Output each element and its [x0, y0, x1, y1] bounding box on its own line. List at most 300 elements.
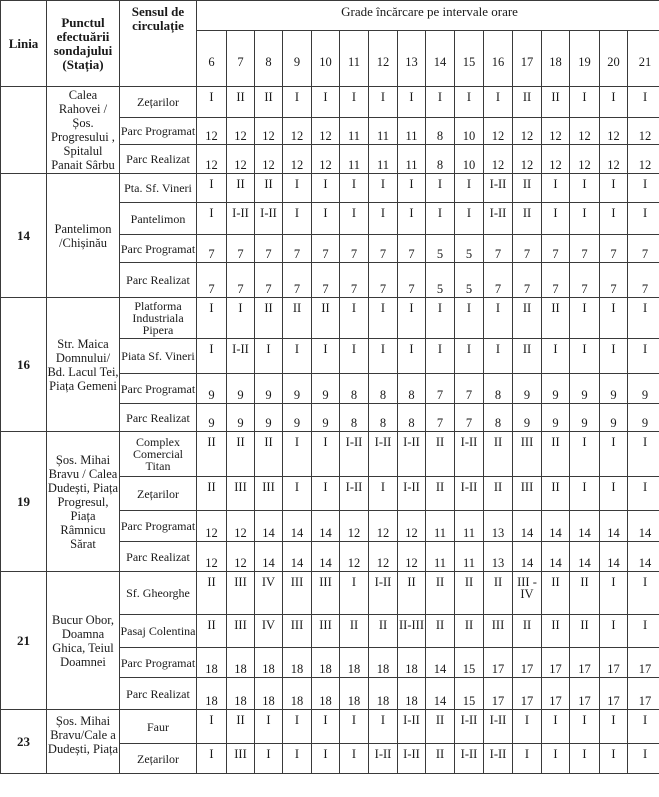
load-value-cell: 18 — [398, 648, 426, 678]
load-value-cell: 18 — [369, 678, 398, 710]
hour-header: 15 — [455, 31, 484, 87]
load-value-cell: I-II — [455, 432, 484, 477]
load-value-cell: I — [628, 87, 659, 118]
load-value-cell: 8 — [398, 374, 426, 404]
load-value-cell: 17 — [600, 678, 628, 710]
load-value-cell: III — [255, 477, 283, 511]
load-value-cell: I — [340, 203, 369, 235]
direction-cell: Piata Sf. Vineri — [120, 339, 197, 374]
load-value-cell: 7 — [455, 404, 484, 432]
load-value-cell: IV — [255, 572, 283, 615]
load-value-cell: 9 — [227, 404, 255, 432]
load-value-cell: 7 — [255, 263, 283, 298]
header-direction: Sensul de circulație — [120, 1, 197, 87]
load-value-cell: 18 — [197, 648, 227, 678]
load-value-cell: I — [628, 744, 659, 774]
load-value-cell: I — [197, 744, 227, 774]
direction-cell: Parc Programat — [120, 118, 197, 145]
load-value-cell: 7 — [283, 263, 312, 298]
load-value-cell: 12 — [312, 145, 340, 174]
load-value-cell: II — [369, 615, 398, 648]
load-value-cell: I — [455, 339, 484, 374]
load-value-cell: II — [513, 87, 542, 118]
load-value-cell: I — [255, 710, 283, 744]
line-number — [1, 87, 47, 174]
station-name: Calea Rahovei / Șos. Progresului , Spitalul Panait Sârbu — [47, 87, 120, 174]
load-value-cell: I — [600, 174, 628, 203]
load-value-cell: II — [542, 477, 570, 511]
load-value-cell: 7 — [197, 263, 227, 298]
load-value-cell: 9 — [197, 374, 227, 404]
load-value-cell: I — [369, 477, 398, 511]
load-value-cell: I — [600, 744, 628, 774]
load-value-cell: 14 — [513, 542, 542, 572]
load-value-cell: I — [283, 87, 312, 118]
load-value-cell: 17 — [513, 648, 542, 678]
direction-cell: Sf. Gheorghe — [120, 572, 197, 615]
load-value-cell: II — [542, 87, 570, 118]
load-value-cell: I — [628, 203, 659, 235]
load-value-cell: I — [600, 203, 628, 235]
load-value-cell: 11 — [398, 118, 426, 145]
load-value-cell: I — [484, 339, 513, 374]
hour-header: 19 — [570, 31, 600, 87]
load-value-cell: 8 — [426, 145, 455, 174]
load-value-cell: I — [197, 339, 227, 374]
load-value-cell: 12 — [197, 511, 227, 542]
load-value-cell: I-II — [369, 744, 398, 774]
load-value-cell: 7 — [628, 235, 659, 263]
load-value-cell: I-II — [398, 710, 426, 744]
load-value-cell: I — [542, 203, 570, 235]
load-value-cell: 12 — [197, 118, 227, 145]
load-value-cell: I-II — [455, 710, 484, 744]
load-value-cell: 11 — [340, 145, 369, 174]
load-value-cell: 17 — [484, 648, 513, 678]
direction-cell: Faur — [120, 710, 197, 744]
load-value-cell: I — [542, 744, 570, 774]
load-value-cell: 12 — [197, 542, 227, 572]
load-value-cell: II — [513, 339, 542, 374]
load-value-cell: I — [312, 432, 340, 477]
load-value-cell: I — [283, 477, 312, 511]
load-value-cell: I — [570, 339, 600, 374]
load-value-cell: I — [312, 339, 340, 374]
load-value-cell: 17 — [542, 648, 570, 678]
load-value-cell: 9 — [283, 404, 312, 432]
load-value-cell: II — [255, 432, 283, 477]
load-value-cell: I-II — [340, 477, 369, 511]
header-station: Punctul efectuării sondajului (Stația) — [47, 1, 120, 87]
load-value-cell: I-II — [227, 203, 255, 235]
load-value-cell: I — [455, 298, 484, 339]
line-number: 16 — [1, 298, 47, 432]
load-value-cell: 7 — [369, 263, 398, 298]
load-value-cell: 18 — [398, 678, 426, 710]
load-value-cell: 12 — [398, 511, 426, 542]
direction-cell: Platforma Industriala Pipera — [120, 298, 197, 339]
load-value-cell: 7 — [426, 374, 455, 404]
load-value-cell: 18 — [340, 648, 369, 678]
load-value-cell: I — [197, 174, 227, 203]
load-value-cell: 12 — [312, 118, 340, 145]
load-value-cell: II — [398, 572, 426, 615]
hour-header: 6 — [197, 31, 227, 87]
load-value-cell: II — [312, 298, 340, 339]
load-value-cell: 18 — [369, 648, 398, 678]
load-value-cell: 7 — [542, 235, 570, 263]
hour-header: 13 — [398, 31, 426, 87]
load-value-cell: II — [513, 203, 542, 235]
load-value-cell: I — [600, 432, 628, 477]
load-value-cell: 7 — [398, 235, 426, 263]
direction-cell: Parc Programat — [120, 648, 197, 678]
load-value-cell: 9 — [542, 374, 570, 404]
load-value-cell: I — [312, 174, 340, 203]
load-value-cell: 9 — [570, 404, 600, 432]
load-value-cell: 7 — [255, 235, 283, 263]
load-value-cell: 7 — [513, 235, 542, 263]
load-value-cell: 17 — [628, 648, 659, 678]
load-value-cell: 12 — [542, 118, 570, 145]
load-value-cell: I — [340, 339, 369, 374]
direction-cell: Zețarilor — [120, 87, 197, 118]
load-value-cell: I — [628, 339, 659, 374]
load-value-cell: II — [426, 572, 455, 615]
load-value-cell: 9 — [513, 404, 542, 432]
load-value-cell: 12 — [227, 542, 255, 572]
line-number: 19 — [1, 432, 47, 572]
load-value-cell: 7 — [426, 404, 455, 432]
load-value-cell: II — [227, 432, 255, 477]
load-value-cell: I — [455, 174, 484, 203]
load-value-cell: 5 — [455, 235, 484, 263]
load-value-cell: II — [426, 477, 455, 511]
load-value-cell: 7 — [283, 235, 312, 263]
direction-cell: Parc Realizat — [120, 404, 197, 432]
load-value-cell: I — [369, 298, 398, 339]
load-value-cell: I — [283, 710, 312, 744]
load-value-cell: I — [283, 744, 312, 774]
load-value-cell: 5 — [426, 235, 455, 263]
load-value-cell: I — [197, 710, 227, 744]
load-value-cell: II — [484, 432, 513, 477]
load-value-cell: II — [513, 298, 542, 339]
load-value-cell: I — [628, 298, 659, 339]
load-value-cell: 12 — [283, 145, 312, 174]
load-value-cell: 12 — [340, 542, 369, 572]
load-value-cell: 18 — [197, 678, 227, 710]
load-value-cell: 12 — [369, 511, 398, 542]
load-value-cell: III — [227, 572, 255, 615]
load-value-cell: I — [570, 174, 600, 203]
load-value-cell: III — [484, 615, 513, 648]
load-value-cell: II — [197, 477, 227, 511]
load-value-cell: II — [227, 710, 255, 744]
load-value-cell: II — [255, 174, 283, 203]
load-value-cell: I — [600, 572, 628, 615]
load-value-cell: II — [513, 615, 542, 648]
hour-header: 10 — [312, 31, 340, 87]
load-value-cell: I — [513, 710, 542, 744]
load-value-cell: 12 — [255, 118, 283, 145]
load-value-cell: II — [455, 572, 484, 615]
load-value-cell: 18 — [312, 648, 340, 678]
load-value-cell: I — [600, 615, 628, 648]
load-value-cell: I-II — [369, 572, 398, 615]
hour-header: 12 — [369, 31, 398, 87]
load-value-cell: 13 — [484, 542, 513, 572]
load-value-cell: II — [197, 572, 227, 615]
load-value-cell: 7 — [542, 263, 570, 298]
hour-header: 17 — [513, 31, 542, 87]
table-row — [1, 572, 659, 615]
direction-cell: Parc Programat — [120, 511, 197, 542]
direction-cell: Pasaj Colentina — [120, 615, 197, 648]
load-value-cell: 12 — [600, 118, 628, 145]
load-value-cell: 12 — [484, 118, 513, 145]
hour-header: 7 — [227, 31, 255, 87]
load-value-cell: I — [542, 710, 570, 744]
load-value-cell: 10 — [455, 118, 484, 145]
load-value-cell: I — [197, 203, 227, 235]
load-value-cell: 7 — [227, 263, 255, 298]
load-value-cell: I — [513, 744, 542, 774]
load-value-cell: II — [542, 298, 570, 339]
load-value-cell: I-II — [484, 203, 513, 235]
load-value-cell: 9 — [283, 374, 312, 404]
load-value-cell: I-II — [484, 744, 513, 774]
load-value-cell: 14 — [570, 511, 600, 542]
load-value-cell: 7 — [340, 235, 369, 263]
load-value-cell: I-II — [484, 174, 513, 203]
load-value-cell: 7 — [484, 263, 513, 298]
load-value-cell: 12 — [600, 145, 628, 174]
load-value-cell: 13 — [484, 511, 513, 542]
load-value-cell: 7 — [398, 263, 426, 298]
load-value-cell: I-II — [484, 710, 513, 744]
load-value-cell: 17 — [628, 678, 659, 710]
load-value-cell: 12 — [227, 118, 255, 145]
load-value-cell: I-II — [398, 477, 426, 511]
load-value-cell: 14 — [600, 542, 628, 572]
load-value-cell: 18 — [255, 678, 283, 710]
load-value-cell: III — [312, 572, 340, 615]
load-value-cell: 8 — [398, 404, 426, 432]
load-value-cell: 14 — [542, 542, 570, 572]
load-value-cell: 17 — [600, 648, 628, 678]
load-value-cell: 14 — [312, 542, 340, 572]
load-value-cell: I — [283, 339, 312, 374]
load-value-cell: I — [398, 174, 426, 203]
load-value-cell: 7 — [600, 235, 628, 263]
load-value-cell: I — [570, 298, 600, 339]
load-value-cell: 9 — [513, 374, 542, 404]
direction-cell: Parc Realizat — [120, 263, 197, 298]
load-value-cell: 12 — [340, 511, 369, 542]
load-value-cell: II — [455, 615, 484, 648]
load-value-cell: III — [513, 432, 542, 477]
load-value-cell: I — [426, 339, 455, 374]
load-value-cell: 7 — [312, 263, 340, 298]
load-value-cell: 11 — [426, 511, 455, 542]
station-name: Șos. Mihai Bravu/Cale a Dudești, Piața — [47, 710, 120, 774]
load-value-cell: II — [513, 174, 542, 203]
load-value-cell: I — [340, 174, 369, 203]
load-value-cell: 9 — [570, 374, 600, 404]
load-value-cell: 14 — [426, 678, 455, 710]
header-linia: Linia — [1, 1, 47, 87]
load-value-cell: 14 — [513, 511, 542, 542]
load-value-cell: I — [398, 203, 426, 235]
load-value-cell: 7 — [513, 263, 542, 298]
load-value-cell: II-III — [398, 615, 426, 648]
load-value-cell: II — [255, 298, 283, 339]
direction-cell: Zețarilor — [120, 477, 197, 511]
load-value-cell: I — [340, 710, 369, 744]
load-value-cell: 7 — [197, 235, 227, 263]
load-value-cell: I — [369, 710, 398, 744]
load-value-cell: III — [513, 477, 542, 511]
load-value-cell: 12 — [197, 145, 227, 174]
hour-header: 8 — [255, 31, 283, 87]
direction-cell: Parc Realizat — [120, 678, 197, 710]
load-value-cell: 11 — [455, 511, 484, 542]
load-value-cell: I — [255, 744, 283, 774]
load-value-cell: 11 — [369, 145, 398, 174]
load-value-cell: I-II — [398, 432, 426, 477]
load-value-cell: I — [484, 298, 513, 339]
load-value-cell: 9 — [312, 404, 340, 432]
load-value-cell: 8 — [340, 404, 369, 432]
direction-cell: Parc Realizat — [120, 145, 197, 174]
table-row — [1, 710, 659, 744]
load-value-cell: I — [455, 203, 484, 235]
load-value-cell: 7 — [340, 263, 369, 298]
load-value-cell: I — [283, 203, 312, 235]
load-value-cell: 8 — [369, 404, 398, 432]
load-value-cell: I — [283, 174, 312, 203]
hour-header: 11 — [340, 31, 369, 87]
load-value-cell: 12 — [628, 118, 659, 145]
load-value-cell: I — [455, 87, 484, 118]
load-value-cell: II — [340, 615, 369, 648]
load-value-cell: 7 — [369, 235, 398, 263]
load-value-cell: I — [312, 477, 340, 511]
load-value-cell: II — [426, 744, 455, 774]
hour-header: 20 — [600, 31, 628, 87]
load-value-cell: 14 — [600, 511, 628, 542]
load-value-cell: I — [312, 203, 340, 235]
load-value-cell: 12 — [570, 118, 600, 145]
load-value-cell: 8 — [369, 374, 398, 404]
load-value-cell: 14 — [542, 511, 570, 542]
load-value-cell: 9 — [542, 404, 570, 432]
load-value-cell: III — [312, 615, 340, 648]
load-value-cell: I — [398, 339, 426, 374]
load-value-cell: I — [628, 432, 659, 477]
load-value-cell: IV — [255, 615, 283, 648]
load-value-cell: I — [312, 710, 340, 744]
load-value-cell: 8 — [484, 374, 513, 404]
load-value-cell: I — [570, 87, 600, 118]
load-value-cell: 7 — [570, 235, 600, 263]
line-number: 23 — [1, 710, 47, 774]
load-value-cell: I — [542, 174, 570, 203]
load-value-cell: I — [398, 298, 426, 339]
load-value-cell: I — [426, 298, 455, 339]
load-value-cell: 17 — [542, 678, 570, 710]
load-value-cell: 18 — [340, 678, 369, 710]
load-value-cell: 14 — [312, 511, 340, 542]
load-value-cell: I — [628, 615, 659, 648]
load-value-cell: 12 — [283, 118, 312, 145]
load-value-cell: I — [369, 203, 398, 235]
direction-cell: Parc Programat — [120, 235, 197, 263]
load-value-cell: I — [312, 744, 340, 774]
load-value-cell: 12 — [513, 145, 542, 174]
station-name: Str. Maica Domnului/ Bd. Lacul Tei, Piața Gemeni — [47, 298, 120, 432]
load-value-cell: II — [227, 174, 255, 203]
hour-header: 16 — [484, 31, 513, 87]
load-value-cell: 12 — [227, 145, 255, 174]
load-value-cell: 9 — [227, 374, 255, 404]
hour-header: 21 — [628, 31, 659, 87]
load-value-cell: 7 — [628, 263, 659, 298]
load-value-cell: 18 — [312, 678, 340, 710]
station-name: Bucur Obor, Doamna Ghica, Teiul Doamnei — [47, 572, 120, 710]
load-value-cell: 9 — [600, 374, 628, 404]
load-value-cell: 11 — [426, 542, 455, 572]
load-value-cell: I — [227, 298, 255, 339]
load-value-cell: 14 — [283, 542, 312, 572]
load-value-cell: I — [283, 432, 312, 477]
load-value-cell: I — [600, 477, 628, 511]
load-value-cell: 12 — [513, 118, 542, 145]
load-value-cell: 14 — [628, 511, 659, 542]
load-value-cell: I — [340, 572, 369, 615]
load-value-cell: I — [340, 298, 369, 339]
load-value-cell: 11 — [455, 542, 484, 572]
load-value-cell: I — [312, 87, 340, 118]
load-value-cell: I — [369, 174, 398, 203]
load-value-cell: 9 — [255, 374, 283, 404]
load-value-cell: I — [484, 87, 513, 118]
line-number: 14 — [1, 174, 47, 298]
load-value-cell: 14 — [255, 542, 283, 572]
load-value-cell: I — [600, 710, 628, 744]
direction-cell: Pantelimon — [120, 203, 197, 235]
direction-cell: Complex Comercial Titan — [120, 432, 197, 477]
load-value-cell: I — [628, 477, 659, 511]
load-value-cell: III — [227, 615, 255, 648]
load-value-cell: 9 — [628, 404, 659, 432]
hour-header: 9 — [283, 31, 312, 87]
load-value-cell: III — [227, 744, 255, 774]
load-value-cell: I — [570, 432, 600, 477]
load-value-cell: I — [628, 174, 659, 203]
load-value-cell: I — [398, 87, 426, 118]
hour-header: 14 — [426, 31, 455, 87]
load-value-cell: I — [542, 339, 570, 374]
load-value-cell: I — [570, 710, 600, 744]
load-value-cell: 12 — [484, 145, 513, 174]
load-value-cell: 12 — [542, 145, 570, 174]
load-value-cell: I-II — [227, 339, 255, 374]
load-value-cell: I — [628, 572, 659, 615]
load-value-cell: I-II — [255, 203, 283, 235]
load-value-cell: 9 — [628, 374, 659, 404]
